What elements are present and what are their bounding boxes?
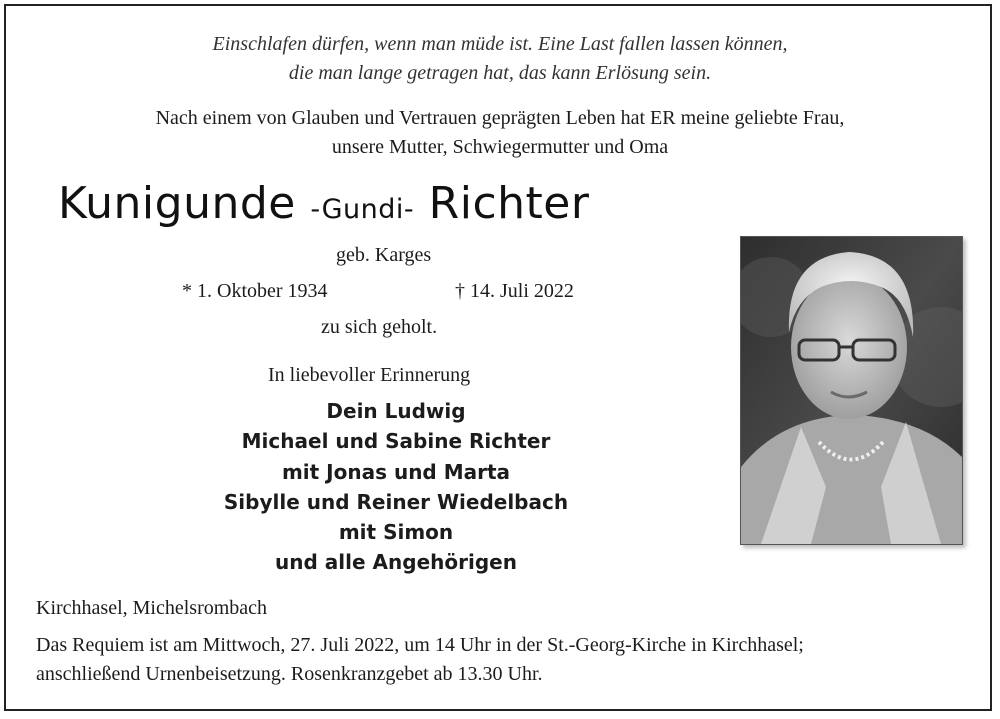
death-date: † 14. Juli 2022	[455, 280, 574, 302]
motto-line-1: Einschlafen dürfen, wenn man müde ist. Eine Last fallen lassen können,	[212, 33, 788, 55]
intro-line-2: unsere Mutter, Schwiegermutter und Oma	[331, 136, 669, 158]
family-line: mit Simon	[338, 520, 454, 544]
places-text: Kirchhasel, Michelsrombach	[36, 597, 268, 619]
birth-date: * 1. Oktober 1934	[182, 280, 328, 302]
remembrance-text: In liebevoller Erinnerung	[268, 364, 471, 386]
family-line: Michael und Sabine Richter	[241, 429, 551, 453]
closing-text: zu sich geholt.	[321, 316, 438, 338]
deceased-name	[58, 178, 589, 229]
family-line: Sibylle und Reiner Wiedelbach	[223, 490, 569, 514]
service-line-2: anschließend Urnenbeisetzung. Rosenkranzgebet ab 13.30 Uhr.	[36, 663, 543, 685]
first-name: Kunigunde	[58, 178, 296, 229]
motto-line-2: die man lange getragen hat, das kann Erlösung sein.	[288, 62, 712, 84]
last-name: Richter	[428, 178, 590, 229]
family-line: Dein Ludwig	[326, 399, 466, 423]
nickname: -Gundi-	[310, 194, 415, 225]
family-line: mit Jonas und Marta	[281, 460, 511, 484]
maiden-name: geb. Karges	[336, 244, 432, 266]
service-line-1: Das Requiem ist am Mittwoch, 27. Juli 2022, um 14 Uhr in der St.-Georg-Kirche in Kirchhasel;	[36, 634, 804, 656]
family-line: und alle Angehörigen	[275, 550, 517, 574]
portrait-photo	[740, 236, 963, 545]
intro-line-1: Nach einem von Glauben und Vertrauen geprägten Leben hat ER meine geliebte Frau,	[155, 107, 845, 129]
